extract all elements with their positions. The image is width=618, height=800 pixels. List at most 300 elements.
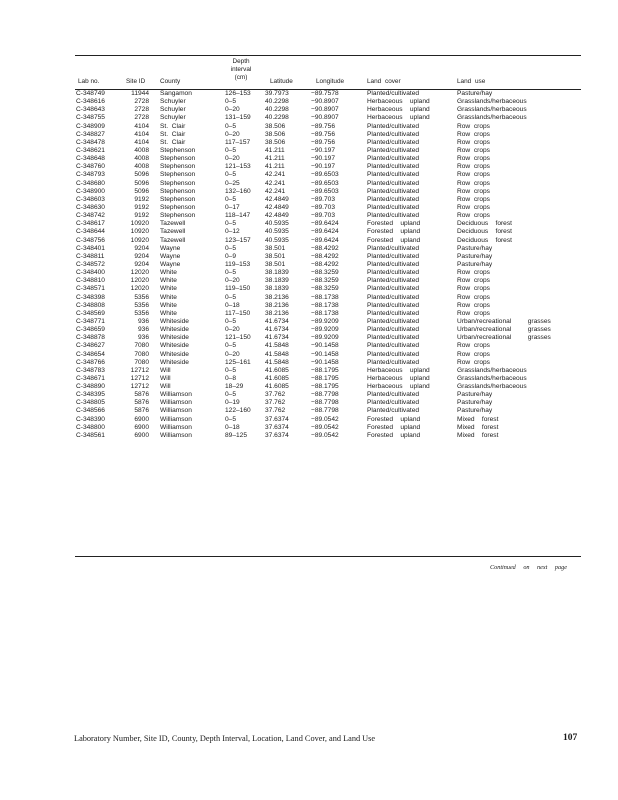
latitude-cell: 42.241 <box>265 171 286 179</box>
latitude-cell: 42.4849 <box>265 212 289 220</box>
lab-number-cell: C-348810 <box>76 277 105 285</box>
longitude-cell: −88.1738 <box>311 309 339 317</box>
latitude-cell: 41.211 <box>265 163 285 171</box>
lab-number-cell: C-348909 <box>76 122 105 130</box>
longitude-cell: −90.197 <box>311 163 336 171</box>
county-cell: White <box>160 277 177 285</box>
site-id-cell: 5356 <box>134 293 149 301</box>
lab-number-cell: C-348783 <box>76 366 105 374</box>
latitude-cell: 41.6085 <box>265 374 289 382</box>
land-cover-cell: Planted/cultivated <box>367 195 420 203</box>
header-depth-line2: interval <box>230 66 252 73</box>
county-cell: Schuyler <box>160 98 186 106</box>
latitude-cell: 37.762 <box>265 399 286 407</box>
longitude-cell: −88.1738 <box>311 293 339 301</box>
depth-interval-cell: 119–150 <box>225 285 251 293</box>
lab-number-cell: C-348566 <box>76 407 105 415</box>
latitude-cell: 42.4849 <box>265 203 289 211</box>
site-id-cell: 4104 <box>134 122 149 130</box>
latitude-cell: 38.501 <box>265 260 286 268</box>
land-use-cell: Urban/recreational grasses <box>457 326 551 334</box>
depth-interval-cell: 117–157 <box>225 138 251 146</box>
lab-number-cell: C-348671 <box>76 374 105 382</box>
lab-number-cell: C-348571 <box>76 285 105 293</box>
land-use-cell: Grasslands/herbaceous <box>457 366 527 374</box>
latitude-cell: 38.2136 <box>265 301 289 309</box>
footer-caption: Laboratory Number, Site ID, County, Depth Interval, Location, Land Cover, and Land Use <box>74 734 376 743</box>
county-cell: Whiteside <box>160 317 189 325</box>
depth-interval-cell: 119–153 <box>225 260 251 268</box>
longitude-cell: −89.756 <box>311 122 336 130</box>
lab-number-cell: C-348617 <box>76 220 105 228</box>
depth-interval-cell: 0–5 <box>225 415 237 423</box>
land-use-cell: Row crops <box>457 130 490 138</box>
longitude-cell: −88.7798 <box>311 407 339 415</box>
land-cover-cell: Planted/cultivated <box>367 187 420 195</box>
depth-interval-cell: 0–5 <box>225 317 237 325</box>
latitude-cell: 37.762 <box>265 391 286 399</box>
lab-number-cell: C-348654 <box>76 350 105 358</box>
depth-interval-cell: 131–159 <box>225 114 251 122</box>
land-use-cell: Mixed forest <box>457 431 499 439</box>
depth-interval-cell: 0–20 <box>225 130 240 138</box>
land-cover-cell: Planted/cultivated <box>367 212 420 220</box>
land-use-cell: Row crops <box>457 179 490 187</box>
county-cell: Whiteside <box>160 326 189 334</box>
depth-interval-cell: 0–25 <box>225 179 240 187</box>
latitude-cell: 38.501 <box>265 244 286 252</box>
table-bottom-rule <box>75 556 581 557</box>
table-row <box>75 367 581 375</box>
land-use-cell: Pasture/hay <box>457 252 493 260</box>
latitude-cell: 41.6085 <box>265 383 289 391</box>
table-row <box>75 237 581 245</box>
land-cover-cell: Planted/cultivated <box>367 130 420 138</box>
site-id-cell: 6900 <box>134 431 149 439</box>
longitude-cell: −89.756 <box>311 138 336 146</box>
depth-interval-cell: 0–5 <box>225 293 237 301</box>
lab-number-cell: C-348561 <box>76 431 105 439</box>
latitude-cell: 37.6374 <box>265 423 289 431</box>
latitude-cell: 38.2136 <box>265 309 289 317</box>
table-row <box>75 90 581 98</box>
longitude-cell: −90.8907 <box>311 98 339 106</box>
latitude-cell: 38.506 <box>265 122 286 130</box>
depth-interval-cell: 121–150 <box>225 334 251 342</box>
land-cover-cell: Planted/cultivated <box>367 122 420 130</box>
land-cover-cell: Planted/cultivated <box>367 342 420 350</box>
land-cover-cell: Planted/cultivated <box>367 293 420 301</box>
land-cover-cell: Forested upland <box>367 423 421 431</box>
land-use-cell: Row crops <box>457 342 490 350</box>
depth-interval-cell: 0–12 <box>225 228 240 236</box>
lab-number-cell: C-348621 <box>76 146 105 154</box>
table-row <box>75 106 581 114</box>
lab-number-cell: C-348890 <box>76 383 105 391</box>
depth-interval-cell: 122–160 <box>225 407 251 415</box>
lab-number-cell: C-348811 <box>76 252 105 260</box>
lab-number-cell: C-348648 <box>76 155 105 163</box>
longitude-cell: −89.6424 <box>311 236 339 244</box>
depth-interval-cell: 0–5 <box>225 269 237 277</box>
land-cover-cell: Planted/cultivated <box>367 309 420 317</box>
lab-number-cell: C-348644 <box>76 228 105 236</box>
latitude-cell: 42.241 <box>265 179 286 187</box>
site-id-cell: 4008 <box>134 163 149 171</box>
county-cell: Stephenson <box>160 146 196 154</box>
land-use-cell: Row crops <box>457 155 490 163</box>
latitude-cell: 37.6374 <box>265 431 289 439</box>
header-depth-line3: (cm) <box>234 74 248 81</box>
longitude-cell: −89.6424 <box>311 220 339 228</box>
table-row <box>75 196 581 204</box>
depth-interval-cell: 0–5 <box>225 122 237 130</box>
county-cell: White <box>160 285 177 293</box>
longitude-cell: −89.9209 <box>311 326 339 334</box>
land-cover-cell: Herbaceous upland <box>367 106 430 114</box>
depth-interval-cell: 18–29 <box>225 383 244 391</box>
latitude-cell: 40.5935 <box>265 220 289 228</box>
site-id-cell: 9192 <box>134 195 149 203</box>
longitude-cell: −89.6503 <box>311 179 339 187</box>
depth-interval-cell: 0–5 <box>225 146 237 154</box>
latitude-cell: 38.506 <box>265 138 286 146</box>
land-use-cell: Row crops <box>457 195 490 203</box>
longitude-cell: −89.703 <box>311 212 336 220</box>
county-cell: St. Clair <box>160 138 186 146</box>
site-id-cell: 12712 <box>130 383 149 391</box>
table-row <box>75 180 581 188</box>
county-cell: Wayne <box>160 244 181 252</box>
depth-interval-cell: 0–20 <box>225 106 240 114</box>
lab-number-cell: C-348401 <box>76 244 105 252</box>
table-row <box>75 277 581 285</box>
land-use-cell: Pasture/hay <box>457 244 493 252</box>
lab-number-cell: C-348659 <box>76 326 105 334</box>
land-use-cell: Pasture/hay <box>457 391 493 399</box>
latitude-cell: 42.4849 <box>265 195 289 203</box>
lab-number-cell: C-348390 <box>76 415 105 423</box>
land-use-cell: Row crops <box>457 285 490 293</box>
county-cell: St. Clair <box>160 122 186 130</box>
table-row <box>75 391 581 399</box>
table-row <box>75 432 581 440</box>
land-cover-cell: Planted/cultivated <box>367 171 420 179</box>
table-row <box>75 269 581 277</box>
land-cover-cell: Planted/cultivated <box>367 155 420 163</box>
lab-number-cell: C-348395 <box>76 391 105 399</box>
land-cover-cell: Planted/cultivated <box>367 163 420 171</box>
land-use-cell: Row crops <box>457 293 490 301</box>
site-id-cell: 936 <box>137 326 149 334</box>
county-cell: Sangamon <box>160 90 192 97</box>
county-cell: Tazewell <box>160 228 186 236</box>
land-use-cell: Deciduous forest <box>457 236 512 244</box>
longitude-cell: −88.1795 <box>311 383 339 391</box>
land-cover-cell: Planted/cultivated <box>367 277 420 285</box>
land-cover-cell: Herbaceous upland <box>367 114 430 122</box>
county-cell: Williamson <box>160 391 192 399</box>
land-cover-cell: Herbaceous upland <box>367 374 430 382</box>
latitude-cell: 41.5848 <box>265 350 289 358</box>
depth-interval-cell: 0–20 <box>225 350 240 358</box>
county-cell: Stephenson <box>160 179 196 187</box>
depth-interval-cell: 89–125 <box>225 431 248 439</box>
latitude-cell: 38.501 <box>265 252 286 260</box>
lab-number-cell: C-348827 <box>76 130 105 138</box>
land-cover-cell: Forested upland <box>367 220 421 228</box>
table-row <box>75 139 581 147</box>
land-use-cell: Grasslands/herbaceous <box>457 114 527 122</box>
depth-interval-cell: 0–20 <box>225 277 240 285</box>
land-cover-cell: Planted/cultivated <box>367 317 420 325</box>
county-cell: Whiteside <box>160 358 189 366</box>
longitude-cell: −89.703 <box>311 203 336 211</box>
land-cover-cell: Forested upland <box>367 431 421 439</box>
land-cover-cell: Forested upland <box>367 415 421 423</box>
depth-interval-cell: 0–5 <box>225 195 237 203</box>
latitude-cell: 41.5848 <box>265 358 289 366</box>
latitude-cell: 41.6734 <box>265 334 289 342</box>
latitude-cell: 41.5848 <box>265 342 289 350</box>
table-row <box>75 147 581 155</box>
site-id-cell: 9192 <box>134 212 149 220</box>
land-cover-cell: Planted/cultivated <box>367 301 420 309</box>
land-cover-cell: Planted/cultivated <box>367 326 420 334</box>
table-body <box>75 90 581 440</box>
longitude-cell: −88.3259 <box>311 269 339 277</box>
land-cover-cell: Planted/cultivated <box>367 285 420 293</box>
land-use-cell: Mixed forest <box>457 415 499 423</box>
latitude-cell: 38.1839 <box>265 277 289 285</box>
lab-number-cell: C-348756 <box>76 236 105 244</box>
depth-interval-cell: 117–150 <box>225 309 251 317</box>
lab-number-cell: C-348603 <box>76 195 105 203</box>
land-use-cell: Pasture/hay <box>457 90 493 97</box>
depth-interval-cell: 132–160 <box>225 187 251 195</box>
county-cell: Wayne <box>160 252 181 260</box>
table-row <box>75 351 581 359</box>
table-row <box>75 131 581 139</box>
land-use-cell: Row crops <box>457 358 490 366</box>
header-lab-no: Lab no. <box>78 78 100 85</box>
lab-number-cell: C-348749 <box>76 90 105 97</box>
table-row <box>75 123 581 131</box>
land-use-cell: Row crops <box>457 277 490 285</box>
table-row <box>75 334 581 342</box>
longitude-cell: −88.7798 <box>311 391 339 399</box>
longitude-cell: −88.7798 <box>311 399 339 407</box>
lab-number-cell: C-348878 <box>76 334 105 342</box>
lab-number-cell: C-348766 <box>76 358 105 366</box>
longitude-cell: −89.0542 <box>311 423 339 431</box>
latitude-cell: 41.6734 <box>265 326 289 334</box>
table-row <box>75 359 581 367</box>
longitude-cell: −90.1458 <box>311 358 339 366</box>
county-cell: Wayne <box>160 260 181 268</box>
depth-interval-cell: 0–19 <box>225 399 240 407</box>
land-cover-cell: Planted/cultivated <box>367 391 420 399</box>
depth-interval-cell: 126–153 <box>225 90 251 97</box>
county-cell: Will <box>160 383 171 391</box>
table-row <box>75 114 581 122</box>
land-cover-cell: Herbaceous upland <box>367 98 430 106</box>
site-id-cell: 10920 <box>130 228 149 236</box>
lab-number-cell: C-348630 <box>76 203 105 211</box>
header-latitude: Latitude <box>270 78 293 85</box>
longitude-cell: −88.1795 <box>311 366 339 374</box>
depth-interval-cell: 0–5 <box>225 244 237 252</box>
table-top-rule <box>75 55 581 56</box>
land-use-cell: Grasslands/herbaceous <box>457 106 527 114</box>
land-use-cell: Row crops <box>457 350 490 358</box>
land-cover-cell: Planted/cultivated <box>367 350 420 358</box>
longitude-cell: −88.4292 <box>311 252 339 260</box>
longitude-cell: −90.1458 <box>311 342 339 350</box>
lab-number-cell: C-348680 <box>76 179 105 187</box>
latitude-cell: 41.6085 <box>265 366 289 374</box>
county-cell: Williamson <box>160 399 192 407</box>
depth-interval-cell: 0–5 <box>225 391 237 399</box>
land-use-cell: Deciduous forest <box>457 220 512 228</box>
latitude-cell: 38.506 <box>265 130 286 138</box>
depth-interval-cell: 121–153 <box>225 163 251 171</box>
lab-number-cell: C-348793 <box>76 171 105 179</box>
table-row <box>75 98 581 106</box>
table-row <box>75 399 581 407</box>
land-use-cell: Row crops <box>457 122 490 130</box>
lab-number-cell: C-348398 <box>76 293 105 301</box>
site-id-cell: 12020 <box>130 285 149 293</box>
site-id-cell: 9204 <box>134 244 149 252</box>
longitude-cell: −90.1458 <box>311 350 339 358</box>
table-row <box>75 204 581 212</box>
land-cover-cell: Planted/cultivated <box>367 138 420 146</box>
header-depth-line1: Depth <box>232 58 250 65</box>
longitude-cell: −88.4292 <box>311 260 339 268</box>
depth-interval-cell: 123–157 <box>225 236 251 244</box>
site-id-cell: 4008 <box>134 146 149 154</box>
county-cell: Stephenson <box>160 195 196 203</box>
county-cell: Whiteside <box>160 350 189 358</box>
land-use-cell: Mixed forest <box>457 423 499 431</box>
latitude-cell: 38.1839 <box>265 269 289 277</box>
site-id-cell: 10920 <box>130 220 149 228</box>
land-cover-cell: Herbaceous upland <box>367 366 430 374</box>
land-use-cell: Grasslands/herbaceous <box>457 374 527 382</box>
header-depth <box>222 58 260 82</box>
table-row <box>75 326 581 334</box>
land-use-cell: Deciduous forest <box>457 228 512 236</box>
site-id-cell: 5096 <box>134 171 149 179</box>
longitude-cell: −88.1795 <box>311 374 339 382</box>
header-longitude: Longitude <box>316 78 345 85</box>
lab-number-cell: C-348478 <box>76 138 105 146</box>
land-use-cell: Row crops <box>457 187 490 195</box>
depth-interval-cell: 0–17 <box>225 203 240 211</box>
latitude-cell: 37.762 <box>265 407 286 415</box>
header-county: County <box>160 78 181 85</box>
table-row <box>75 310 581 318</box>
site-id-cell: 5356 <box>134 309 149 317</box>
land-use-cell: Pasture/hay <box>457 407 493 415</box>
lab-number-cell: C-348805 <box>76 399 105 407</box>
site-id-cell: 6900 <box>134 423 149 431</box>
depth-interval-cell: 0–18 <box>225 301 240 309</box>
longitude-cell: −89.6503 <box>311 171 339 179</box>
latitude-cell: 38.2136 <box>265 293 289 301</box>
land-use-cell: Grasslands/herbaceous <box>457 383 527 391</box>
land-use-cell: Row crops <box>457 203 490 211</box>
land-cover-cell: Forested upland <box>367 228 421 236</box>
table-row <box>75 416 581 424</box>
site-id-cell: 12020 <box>130 277 149 285</box>
latitude-cell: 42.241 <box>265 187 286 195</box>
land-cover-cell: Planted/cultivated <box>367 334 420 342</box>
county-cell: Whiteside <box>160 334 189 342</box>
land-cover-cell: Planted/cultivated <box>367 179 420 187</box>
depth-interval-cell: 0–5 <box>225 220 237 228</box>
latitude-cell: 41.211 <box>265 155 285 163</box>
lab-number-cell: C-348760 <box>76 163 105 171</box>
lab-number-cell: C-348755 <box>76 114 105 122</box>
site-id-cell: 5096 <box>134 187 149 195</box>
depth-interval-cell: 0–8 <box>225 374 237 382</box>
county-cell: White <box>160 301 177 309</box>
longitude-cell: −90.197 <box>311 146 336 154</box>
lab-number-cell: C-348616 <box>76 98 105 106</box>
latitude-cell: 39.7973 <box>265 90 289 97</box>
longitude-cell: −89.7578 <box>311 90 339 97</box>
site-id-cell: 5356 <box>134 301 149 309</box>
lab-number-cell: C-348400 <box>76 269 105 277</box>
land-use-cell: Pasture/hay <box>457 399 493 407</box>
lab-number-cell: C-348808 <box>76 301 105 309</box>
table-row <box>75 294 581 302</box>
table-row <box>75 302 581 310</box>
site-id-cell: 10920 <box>130 236 149 244</box>
lab-number-cell: C-348800 <box>76 423 105 431</box>
header-land-use: Land use <box>457 78 486 85</box>
longitude-cell: −89.9209 <box>311 317 339 325</box>
county-cell: White <box>160 269 177 277</box>
lab-number-cell: C-348569 <box>76 309 105 317</box>
site-id-cell: 4104 <box>134 130 149 138</box>
site-id-cell: 936 <box>137 334 149 342</box>
land-cover-cell: Planted/cultivated <box>367 399 420 407</box>
depth-interval-cell: 0–18 <box>225 423 240 431</box>
depth-interval-cell: 0–5 <box>225 171 237 179</box>
land-cover-cell: Planted/cultivated <box>367 90 420 97</box>
table-row <box>75 383 581 391</box>
lab-number-cell: C-348742 <box>76 212 105 220</box>
land-use-cell: Row crops <box>457 138 490 146</box>
lab-number-cell: C-348643 <box>76 106 105 114</box>
longitude-cell: −89.0542 <box>311 415 339 423</box>
longitude-cell: −88.3259 <box>311 277 339 285</box>
site-id-cell: 5096 <box>134 179 149 187</box>
table-row <box>75 261 581 269</box>
latitude-cell: 37.6374 <box>265 415 289 423</box>
site-id-cell: 936 <box>137 317 149 325</box>
depth-interval-cell: 0–5 <box>225 342 237 350</box>
site-id-cell: 6900 <box>134 415 149 423</box>
land-cover-cell: Forested upland <box>367 236 421 244</box>
longitude-cell: −89.0542 <box>311 431 339 439</box>
table-row <box>75 318 581 326</box>
longitude-cell: −90.197 <box>311 155 336 163</box>
county-cell: Williamson <box>160 407 192 415</box>
